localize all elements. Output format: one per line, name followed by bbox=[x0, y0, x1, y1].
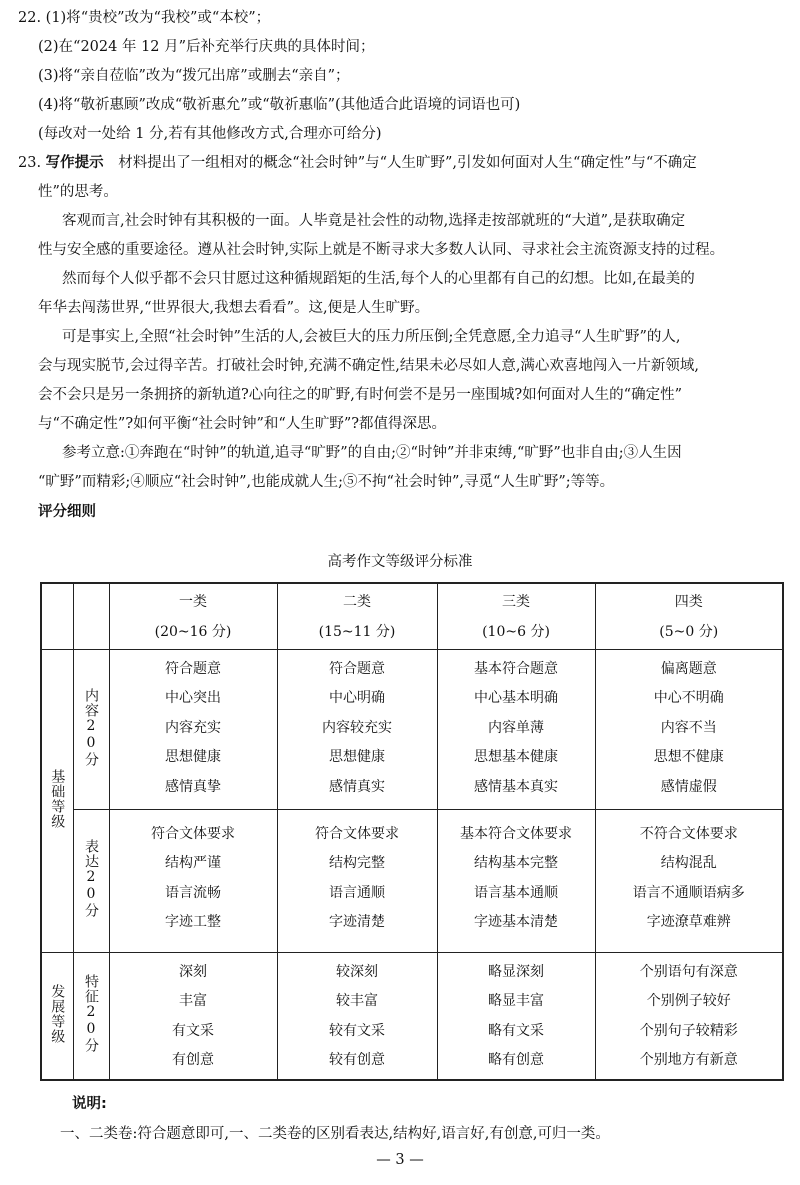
header-class-1: 一类 (20~16 分) bbox=[109, 583, 277, 649]
header-class-2: 二类 (15~11 分) bbox=[277, 583, 437, 649]
header-class-3: 三类 (10~6 分) bbox=[437, 583, 595, 649]
para-3-line-1: 可是事实上,全照“社会时钟”生活的人,会被巨大的压力所压倒;全凭意愿,全力追寻“人生旷野”的人, bbox=[62, 329, 681, 345]
feature-class-1: 深刻 丰富 有文采 有创意 bbox=[109, 952, 277, 1080]
group-basic-label: 基础等级 bbox=[41, 649, 73, 952]
scoring-label: 评分细则 bbox=[38, 504, 96, 520]
expression-class-2: 符合文体要求 结构完整 语言通顺 字迹清楚 bbox=[277, 809, 437, 952]
feature-class-4: 个别语句有深意 个别例子较好 个别句子较精彩 个别地方有新意 bbox=[595, 952, 783, 1080]
q22-line-3: (3)将“亲自莅临”改为“拨冗出席”或删去“亲自”； bbox=[38, 68, 350, 84]
grading-table bbox=[40, 582, 784, 1081]
header-class-4: 四类 (5~0 分) bbox=[595, 583, 783, 649]
para-1-line-1: 客观而言,社会时钟有其积极的一面。人毕竟是社会性的动物,选择走按部就班的“大道”,是获取确定 bbox=[62, 213, 686, 229]
page-number: — 3 — bbox=[376, 1152, 424, 1168]
note-label: 说明: bbox=[72, 1096, 107, 1112]
sub-content-label: 内容20分 bbox=[73, 649, 109, 809]
content-class-4: 偏离题意 中心不明确 内容不当 思想不健康 感情虚假 bbox=[595, 649, 783, 809]
note-line-1: 一、二类卷:符合题意即可,一、二类卷的区别看表达,结构好,语言好,有创意,可归一类。 bbox=[60, 1126, 610, 1142]
group-development-label: 发展等级 bbox=[41, 952, 73, 1080]
para-3-line-2: 会与现实脱节,会过得辛苦。打破社会时钟,充满不确定性,结果未必尽如人意,满心欢喜地闯入一片新领域, bbox=[38, 358, 700, 374]
para-2-line-1: 然而每个人似乎都不会只甘愿过这种循规蹈矩的生活,每个人的心里都有自己的幻想。比如,在最美的 bbox=[62, 271, 695, 287]
expression-row bbox=[41, 809, 783, 952]
q23-heading bbox=[18, 153, 697, 173]
sub-feature-label: 特征20分 bbox=[73, 952, 109, 1080]
para-4-line-2: “旷野”而精彩;④顺应“社会时钟”,也能成就人生;⑤不拘“社会时钟”,寻觅“人生旷野”;等等。 bbox=[38, 474, 615, 490]
para-3-line-3: 会不会只是另一条拥挤的新轨道?心向往之的旷野,有时何尝不是另一座围城?如何面对人生的“确定性” bbox=[38, 387, 682, 403]
q22-line-5: (每改对一处给 1 分,若有其他修改方式,合理亦可给分) bbox=[38, 126, 382, 142]
header-blank-1 bbox=[41, 583, 73, 649]
content-class-2: 符合题意 中心明确 内容较充实 思想健康 感情真实 bbox=[277, 649, 437, 809]
q23-tip-line-2: 性”的思考。 bbox=[38, 184, 118, 200]
table-title: 高考作文等级评分标准 bbox=[327, 554, 473, 570]
q22-line-2: (2)在“2024 年 12 月”后补充举行庆典的具体时间； bbox=[38, 39, 375, 55]
para-1-line-2: 性与安全感的重要途径。遵从社会时钟,实际上就是不断寻求大多数人认同、寻求社会主流资源支持的过程。 bbox=[38, 242, 725, 258]
q22-line-4: (4)将“敬祈惠顾”改成“敬祈惠允”或“敬祈惠临”(其他适合此语境的词语也可) bbox=[38, 97, 521, 113]
sub-expression-label: 表达20分 bbox=[73, 809, 109, 952]
content-row bbox=[41, 649, 783, 809]
header-blank-2 bbox=[73, 583, 109, 649]
feature-class-3: 略显深刻 略显丰富 略有文采 略有创意 bbox=[437, 952, 595, 1080]
expression-class-1: 符合文体要求 结构严谨 语言流畅 字迹工整 bbox=[109, 809, 277, 952]
content-class-3: 基本符合题意 中心基本明确 内容单薄 思想基本健康 感情基本真实 bbox=[437, 649, 595, 809]
expression-class-3: 基本符合文体要求 结构基本完整 语言基本通顺 字迹基本清楚 bbox=[437, 809, 595, 952]
feature-class-2: 较深刻 较丰富 较有文采 较有创意 bbox=[277, 952, 437, 1080]
table-header-row bbox=[41, 583, 783, 649]
para-4-line-1: 参考立意:①奔跑在“时钟”的轨道,追寻“旷野”的自由;②“时钟”并非束缚,“旷野”也非自由;③人生因 bbox=[62, 445, 682, 461]
q23-number: 23. bbox=[18, 155, 42, 171]
q22-line-1: 22. (1)将“贵校”改为“我校”或“本校”； bbox=[18, 10, 271, 26]
content-class-1: 符合题意 中心突出 内容充实 思想健康 感情真挚 bbox=[109, 649, 277, 809]
q23-tip-label: 写作提示 bbox=[45, 155, 104, 171]
para-2-line-2: 年华去闯荡世界,“世界很大,我想去看看”。这,便是人生旷野。 bbox=[38, 300, 430, 316]
feature-row bbox=[41, 952, 783, 1080]
expression-class-4: 不符合文体要求 结构混乱 语言不通顺语病多 字迹潦草难辨 bbox=[595, 809, 783, 952]
para-3-line-4: 与“不确定性”?如何平衡“社会时钟”和“人生旷野”?都值得深思。 bbox=[38, 416, 447, 432]
q23-tip-line-1: 材料提出了一组相对的概念“社会时钟”与“人生旷野”,引发如何面对人生“确定性”与“不确定 bbox=[118, 155, 697, 171]
